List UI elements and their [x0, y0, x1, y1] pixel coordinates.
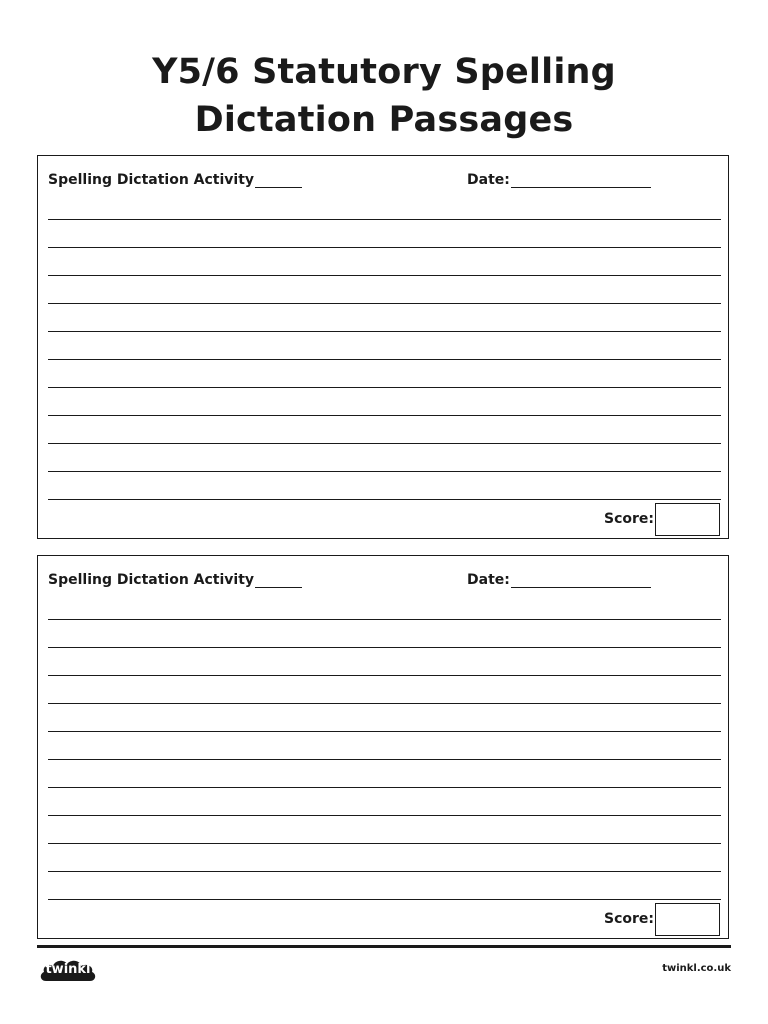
website-url[interactable]: twinkl.co.uk — [662, 963, 731, 974]
writing-line[interactable] — [48, 815, 721, 816]
score-box[interactable] — [655, 503, 720, 536]
writing-line[interactable] — [48, 703, 721, 704]
score-box[interactable] — [655, 903, 720, 936]
title-line-2: Dictation Passages — [194, 100, 574, 140]
score-label: Score: — [604, 511, 654, 527]
dictation-panel-1 — [37, 155, 729, 539]
dictation-panel-2 — [37, 555, 729, 939]
writing-line[interactable] — [48, 647, 721, 648]
writing-line[interactable] — [48, 759, 721, 760]
writing-line[interactable] — [48, 247, 721, 248]
writing-line[interactable] — [48, 387, 721, 388]
writing-line[interactable] — [48, 843, 721, 844]
writing-line[interactable] — [48, 219, 721, 220]
writing-line[interactable] — [48, 275, 721, 276]
activity-number-blank[interactable] — [255, 587, 302, 588]
writing-line[interactable] — [48, 303, 721, 304]
date-label: Date: — [467, 172, 510, 188]
writing-line[interactable] — [48, 619, 721, 620]
activity-label: Spelling Dictation Activity — [48, 172, 255, 188]
writing-line[interactable] — [48, 787, 721, 788]
score-label: Score: — [604, 911, 654, 927]
writing-line[interactable] — [48, 499, 721, 500]
writing-line[interactable] — [48, 871, 721, 872]
writing-line[interactable] — [48, 731, 721, 732]
writing-line[interactable] — [48, 331, 721, 332]
logo-wordmark: twinkl — [45, 962, 91, 977]
activity-label: Spelling Dictation Activity — [48, 572, 255, 588]
date-blank[interactable] — [511, 187, 651, 188]
title-line-1: Y5/6 Statutory Spelling — [152, 52, 616, 92]
page-title — [0, 48, 768, 144]
twinkl-logo — [38, 955, 98, 987]
footer-divider — [37, 945, 731, 948]
writing-line[interactable] — [48, 471, 721, 472]
activity-number-blank[interactable] — [255, 187, 302, 188]
writing-line[interactable] — [48, 415, 721, 416]
writing-line[interactable] — [48, 359, 721, 360]
writing-line[interactable] — [48, 899, 721, 900]
date-blank[interactable] — [511, 587, 651, 588]
date-label: Date: — [467, 572, 510, 588]
writing-line[interactable] — [48, 443, 721, 444]
writing-line[interactable] — [48, 675, 721, 676]
